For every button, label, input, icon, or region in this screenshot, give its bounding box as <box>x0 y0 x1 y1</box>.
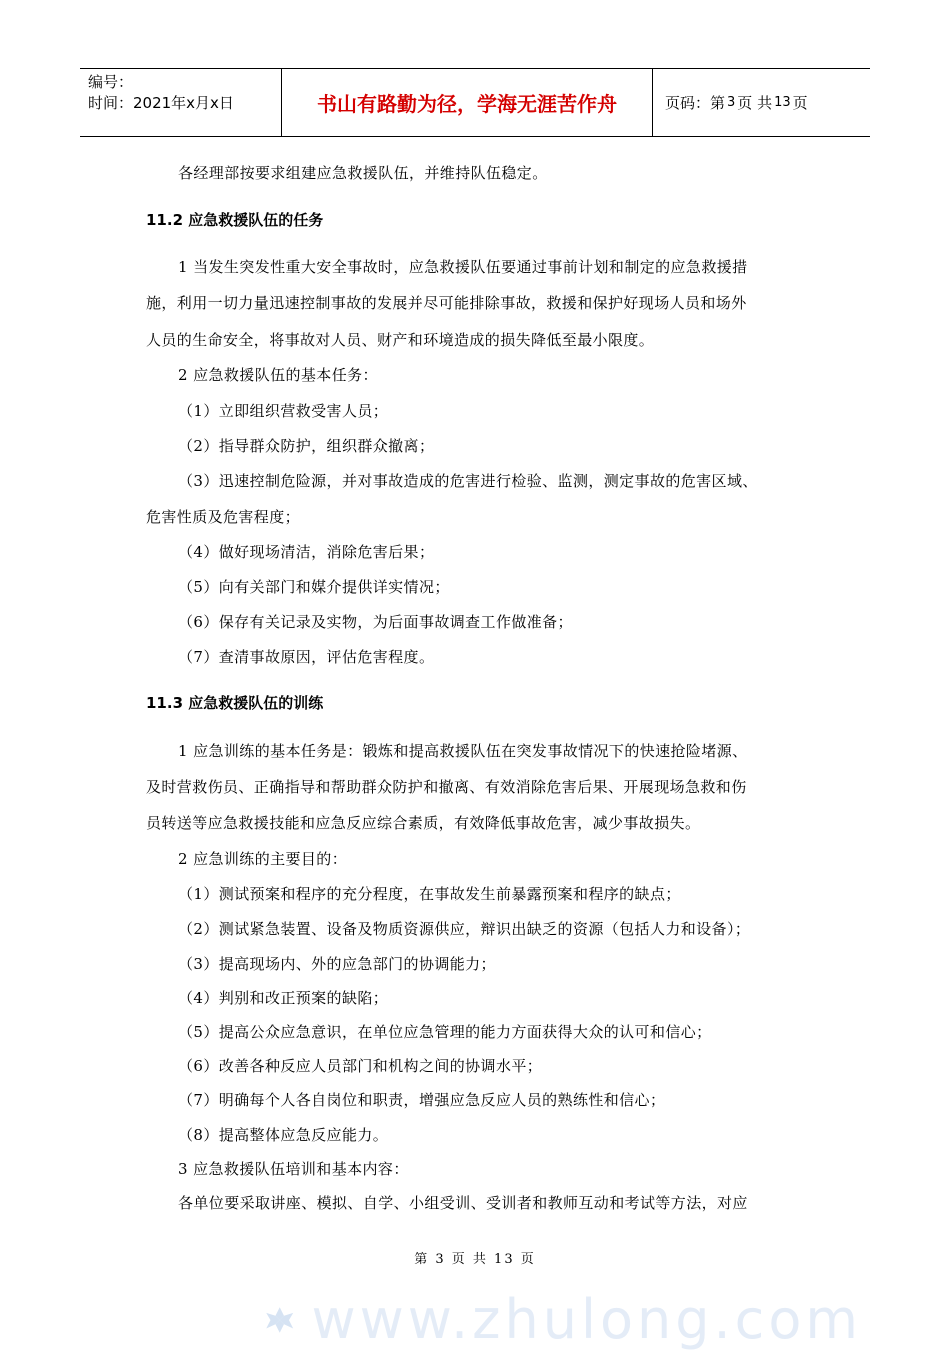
doc-code-label: 编号： <box>88 73 134 91</box>
paragraph-line: 各经理部按要求组建应急救援队伍，并维持队伍稳定。 <box>178 164 548 182</box>
paragraph-line: 人员的生命安全，将事故对人员、财产和环境造成的损失降低至最小限度。 <box>146 331 655 349</box>
header-page-info <box>653 69 870 136</box>
list-item: （3）迅速控制危险源，并对事故造成的危害进行检验、监测，测定事故的危害区域、 <box>178 472 758 490</box>
paragraph-line: 2 应急训练的主要目的： <box>178 850 348 868</box>
list-item: （4）判别和改正预案的缺陷； <box>178 989 389 1007</box>
section-heading: 11.2 应急救援队伍的任务 <box>146 211 324 229</box>
header-meta <box>80 69 282 136</box>
paragraph-line: 2 应急救援队伍的基本任务： <box>178 366 378 384</box>
paragraph-line: 员转送等应急救援技能和应急反应综合素质，有效降低事故危害，减少事故损失。 <box>146 814 701 832</box>
page-header <box>80 68 870 137</box>
paragraph-line: 施，利用一切力量迅速控制事故的发展并尽可能排除事故，救援和保护好现场人员和场外 <box>146 294 747 312</box>
snowflake-logo-icon <box>262 1296 297 1344</box>
list-item: （5）向有关部门和媒介提供详实情况； <box>178 578 450 596</box>
list-item: （2）指导群众防护，组织群众撤离； <box>178 437 435 455</box>
list-item: （6）改善各种反应人员部门和机构之间的协调水平； <box>178 1057 543 1075</box>
paragraph-line: 1 当发生突发性重大安全事故时，应急救援队伍要通过事前计划和制定的应急救援措 <box>178 258 748 276</box>
list-item: （2）测试紧急装置、设备及物质资源供应，辩识出缺乏的资源（包括人力和设备）； <box>178 920 751 938</box>
list-item: （1）测试预案和程序的充分程度，在事故发生前暴露预案和程序的缺点； <box>178 885 681 903</box>
list-item: （8）提高整体应急反应能力。 <box>178 1126 389 1144</box>
doc-date: 时间：2021年x月x日 <box>88 94 234 112</box>
list-item: （6）保存有关记录及实物，为后面事故调查工作做准备； <box>178 613 573 631</box>
paragraph-line: 3 应急救援队伍培训和基本内容： <box>178 1160 409 1178</box>
paragraph-line: 各单位要采取讲座、模拟、自学、小组受训、受训者和教师互动和考试等方法，对应 <box>178 1194 748 1212</box>
watermark-text: www.zhulong.com <box>311 1288 862 1351</box>
page-suffix: 页 <box>792 94 808 112</box>
paragraph-line: 1 应急训练的基本任务是：锻炼和提高救援队伍在突发事故情况下的快速抢险堵源、 <box>178 742 748 760</box>
watermark <box>262 1288 862 1351</box>
page-mid: 页 共 <box>737 94 773 112</box>
page-prefix: 页码：第 <box>665 94 726 112</box>
list-item: （1）立即组织营救受害人员； <box>178 402 389 420</box>
paragraph-line: 危害性质及危害程度； <box>146 508 301 526</box>
list-item: （7）查清事故原因，评估危害程度。 <box>178 648 435 666</box>
page-number: 3 <box>727 95 736 110</box>
page-total: 13 <box>774 95 791 110</box>
list-item: （3）提高现场内、外的应急部门的协调能力； <box>178 955 496 973</box>
header-motto: 书山有路勤为径，学海无涯苦作舟 <box>282 69 653 136</box>
page-footer: 第 3 页 共 13 页 <box>414 1252 536 1267</box>
list-item: （7）明确每个人各自岗位和职责，增强应急反应人员的熟练性和信心； <box>178 1091 666 1109</box>
list-item: （5）提高公众应急意识，在单位应急管理的能力方面获得大众的认可和信心； <box>178 1023 712 1041</box>
section-heading: 11.3 应急救援队伍的训练 <box>146 694 324 712</box>
paragraph-line: 及时营救伤员、正确指导和帮助群众防护和撤离、有效消除危害后果、开展现场急救和伤 <box>146 778 747 796</box>
list-item: （4）做好现场清洁，消除危害后果； <box>178 543 435 561</box>
